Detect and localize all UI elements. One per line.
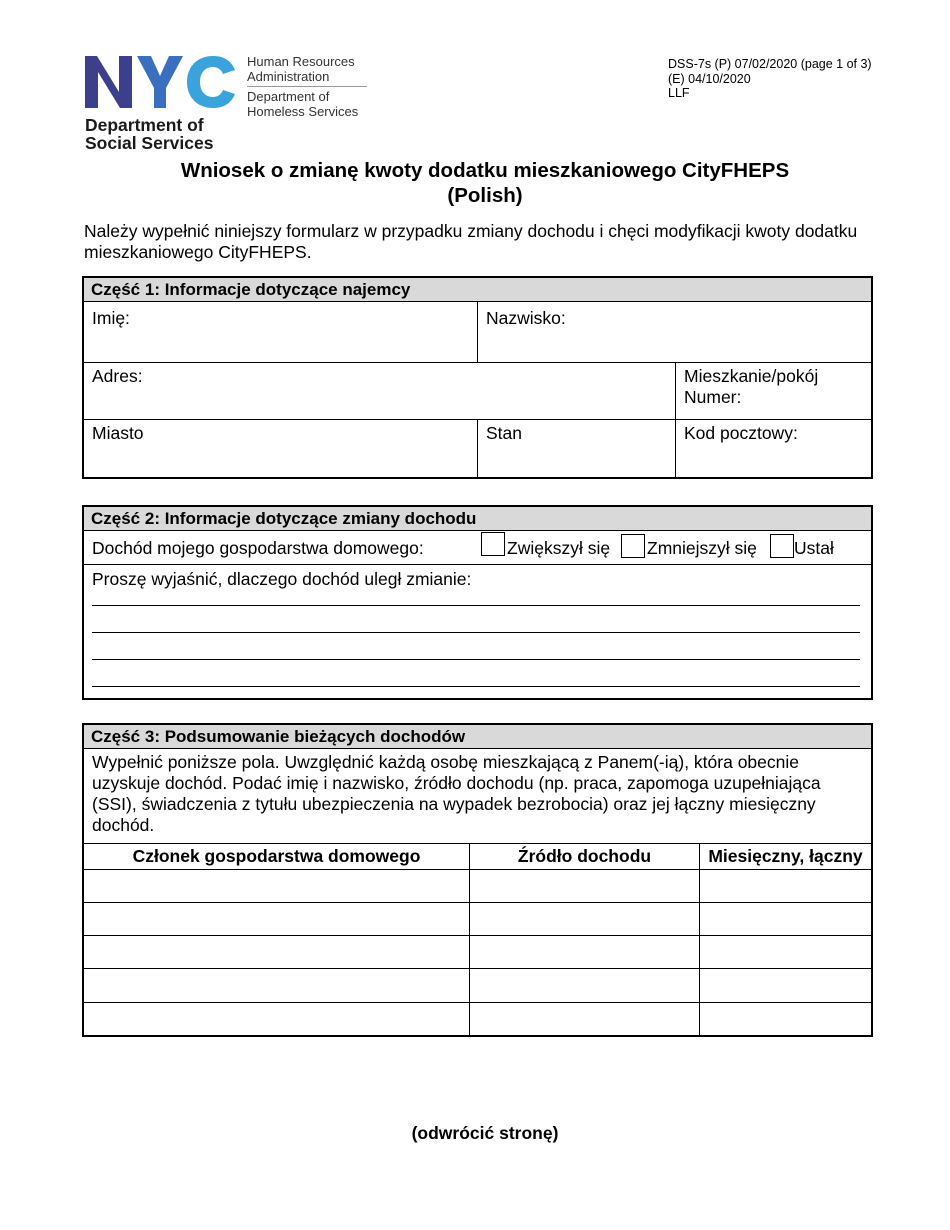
income-status-label: Dochód mojego gospodarstwa domowego: xyxy=(92,538,424,558)
part1-section xyxy=(82,276,873,479)
agency-hra-line1: Human Resources xyxy=(247,54,355,69)
zip-field[interactable] xyxy=(676,416,871,474)
part2-section xyxy=(82,505,873,700)
table-row[interactable] xyxy=(84,936,469,968)
col-household-member: Członek gospodarstwa domowego xyxy=(132,846,421,866)
turn-page-note: (odwrócić stronę) xyxy=(411,1123,559,1143)
explain-line-1[interactable] xyxy=(92,605,860,606)
part3-section xyxy=(82,723,873,1037)
form-title xyxy=(0,158,950,208)
stopped-label: Ustał xyxy=(794,538,834,558)
city-label: Miasto xyxy=(92,423,144,443)
first-name-label: Imię: xyxy=(92,308,130,328)
divider xyxy=(699,843,700,1035)
agency-dhs-line1: Department of xyxy=(247,89,330,104)
increased-label: Zwiększył się xyxy=(507,538,611,558)
dss-line1: Department of xyxy=(85,115,204,135)
agency-divider xyxy=(247,86,367,87)
table-row[interactable] xyxy=(84,969,469,1002)
table-row[interactable] xyxy=(84,1003,469,1035)
form-code-line3: LLF xyxy=(668,86,690,100)
explain-line-3[interactable] xyxy=(92,659,860,660)
last-name-label: Nazwisko: xyxy=(486,308,566,328)
col-monthly-total: Miesięczny, łączny xyxy=(708,846,863,866)
title-line2: (Polish) xyxy=(447,184,523,207)
increased-checkbox[interactable] xyxy=(481,532,505,556)
divider xyxy=(84,843,871,844)
col-income-source: Źródło dochodu xyxy=(517,846,652,866)
dss-name xyxy=(85,116,213,152)
zip-label: Kod pocztowy: xyxy=(684,423,798,443)
form-code-line1: DSS-7s (P) 07/02/2020 (page 1 of 3) xyxy=(668,57,872,71)
form-code xyxy=(668,57,872,101)
dss-line2: Social Services xyxy=(85,133,214,153)
explain-line-2[interactable] xyxy=(92,632,860,633)
address-label: Adres: xyxy=(92,366,143,386)
divider xyxy=(84,564,871,565)
agency-names xyxy=(247,54,367,119)
last-name-field[interactable] xyxy=(478,301,871,362)
nyc-dss-logo xyxy=(85,54,370,152)
decreased-label: Zmniejszył się xyxy=(647,538,757,558)
part1-heading: Część 1: Informacje dotyczące najemcy xyxy=(84,278,871,302)
apartment-field[interactable] xyxy=(676,359,871,416)
address-field[interactable] xyxy=(84,359,675,416)
city-field[interactable] xyxy=(84,416,477,474)
first-name-field[interactable] xyxy=(84,301,477,362)
explain-line-4[interactable] xyxy=(92,686,860,687)
divider xyxy=(469,843,470,1035)
decreased-checkbox[interactable] xyxy=(621,534,645,558)
title-line1: Wniosek o zmianę kwoty dodatku mieszkaniowego CityFHEPS xyxy=(180,159,790,182)
agency-dhs-line2: Homeless Services xyxy=(247,104,359,119)
part3-instructions: Wypełnić poniższe pola. Uwzględnić każdą osobę mieszkającą z Panem(-ią), która obecnie uzyskuje dochód. Podać imię i nazwisko, źródło dochodu (np. praca, zapomoga uzupełniająca (SSI), świadczenia z tytułu ubezpieczenia na wypadek bezrobocia) oraz jej łączny miesięczny dochód. xyxy=(92,752,821,835)
agency-hra-line2: Administration xyxy=(247,69,330,84)
table-row[interactable] xyxy=(84,903,469,935)
stopped-checkbox[interactable] xyxy=(770,534,794,558)
form-code-line2: (E) 04/10/2020 xyxy=(668,71,751,86)
intro-text: Należy wypełnić niniejszy formularz w przypadku zmiany dochodu i chęci modyfikacji kwoty dodatku mieszkaniowego CityFHEPS. xyxy=(84,221,858,262)
explain-label: Proszę wyjaśnić, dlaczego dochód uległ zmianie: xyxy=(92,569,472,589)
apartment-label-line1: Mieszkanie/pokój xyxy=(684,366,819,386)
nyc-logo-icon xyxy=(85,56,237,110)
table-row[interactable] xyxy=(84,870,469,902)
state-label: Stan xyxy=(486,423,522,443)
state-field[interactable] xyxy=(478,416,675,474)
part2-heading: Część 2: Informacje dotyczące zmiany dochodu xyxy=(84,507,871,531)
part3-heading: Część 3: Podsumowanie bieżących dochodów xyxy=(84,725,871,749)
apartment-label-line2: Numer: xyxy=(684,387,742,407)
